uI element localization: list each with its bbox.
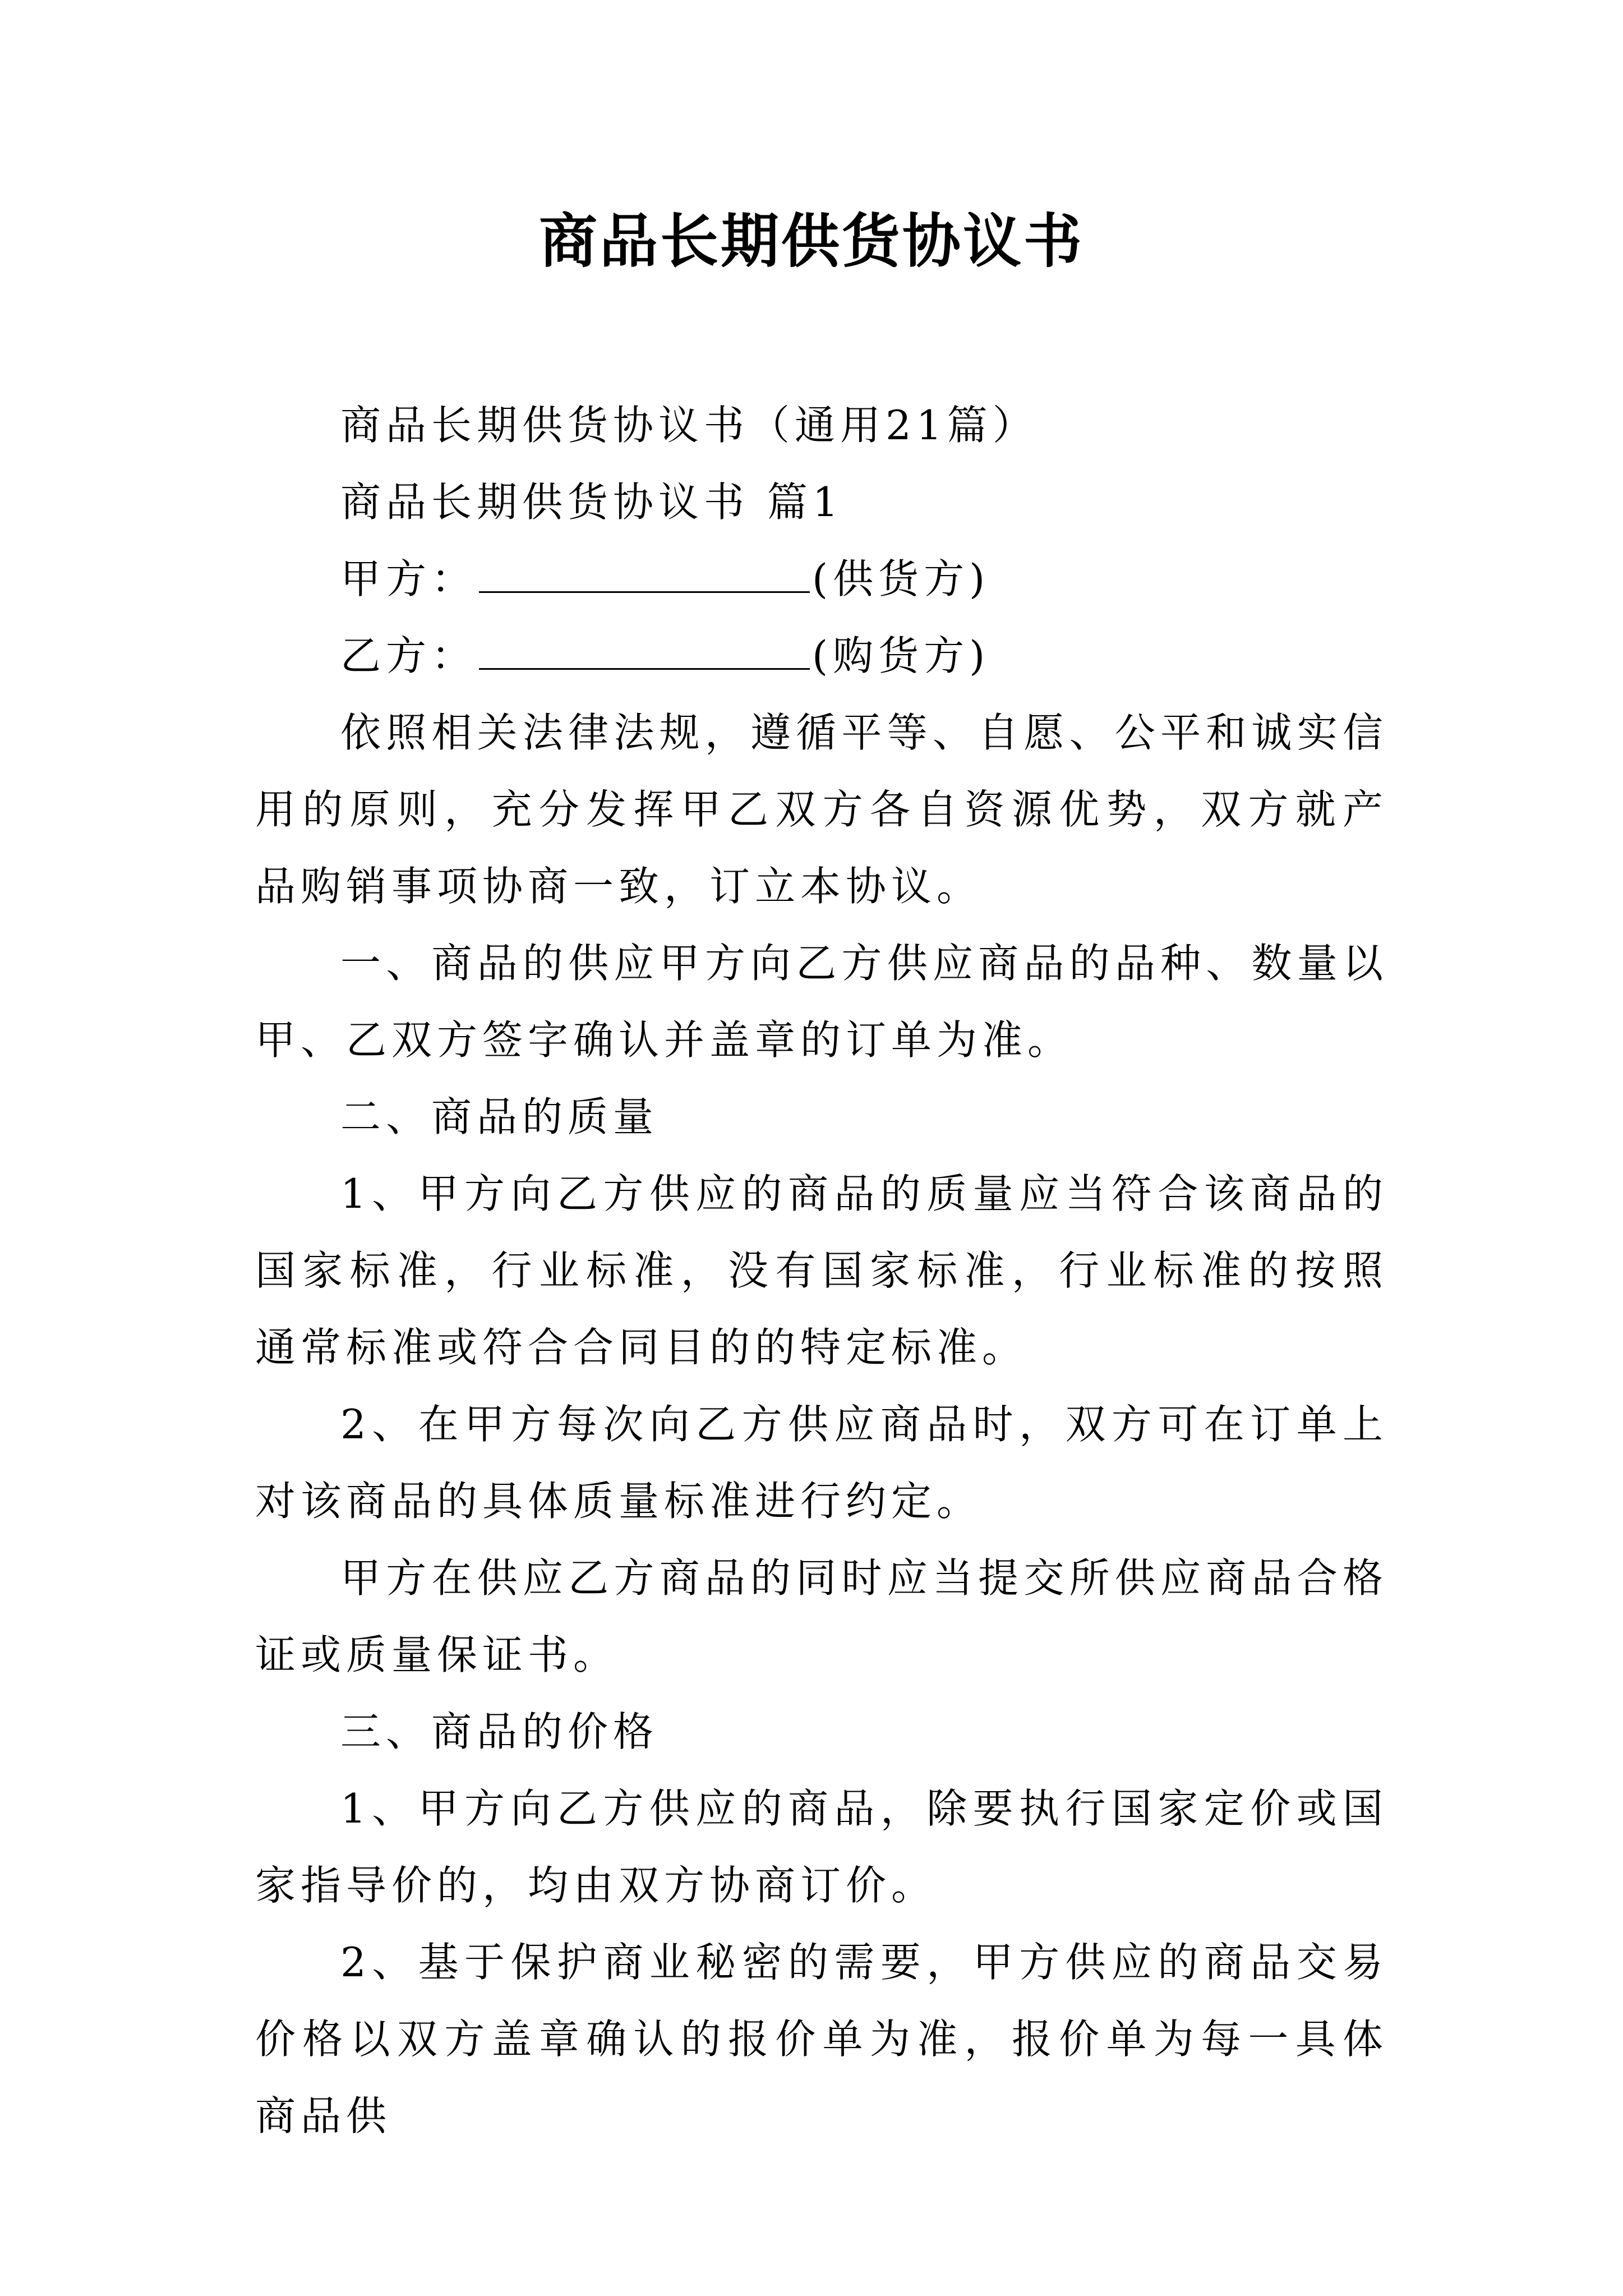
paragraph-preamble: 依照相关法律法规，遵循平等、自愿、公平和诚实信用的原则，充分发挥甲乙双方各自资源优势，双方就产品购销事项协商一致，订立本协议。	[255, 709, 1388, 910]
party-b-role: (购货方)	[812, 632, 990, 679]
paragraph-quality-certificate: 甲方在供应乙方商品的同时应当提交所供应商品合格证或质量保证书。	[255, 1554, 1388, 1678]
subtitle: 商品长期供货协议书（通用21篇）	[340, 402, 1038, 449]
party-b-blank	[479, 634, 810, 670]
section-heading-quality: 二、商品的质量	[340, 1093, 659, 1140]
paragraph-supply: 一、商品的供应甲方向乙方供应商品的品种、数量以甲、乙双方签字确认并盖章的订单为准。	[255, 940, 1388, 1064]
party-a-blank	[479, 558, 810, 593]
party-a-role: (供货方)	[812, 555, 990, 602]
party-a-line	[255, 541, 1388, 618]
section-heading-price: 三、商品的价格	[340, 1708, 659, 1755]
document-title: 商品长期供货协议书	[538, 207, 1084, 275]
document-body	[255, 387, 1388, 2155]
paragraph-price-1: 1、甲方向乙方供应的商品，除要执行国家定价或国家指导价的，均由双方协商订价。	[255, 1785, 1388, 1909]
paragraph-quality-1: 1、甲方向乙方供应的商品的质量应当符合该商品的国家标准，行业标准，没有国家标准，行业标准的按照通常标准或符合合同目的的特定标准。	[255, 1170, 1388, 1371]
paragraph-quality-2: 2、在甲方每次向乙方供应商品时，双方可在订单上对该商品的具体质量标准进行约定。	[255, 1401, 1388, 1525]
paragraph-price-2: 2、基于保护商业秘密的需要，甲方供应的商品交易价格以双方盖章确认的报价单为准，报价单为每一具体商品供	[255, 1939, 1388, 2139]
party-a-label: 甲方：	[340, 555, 477, 602]
party-b-line	[255, 618, 1388, 694]
article-heading: 商品长期供货协议书 篇1	[340, 478, 843, 526]
party-b-label: 乙方：	[340, 632, 477, 679]
